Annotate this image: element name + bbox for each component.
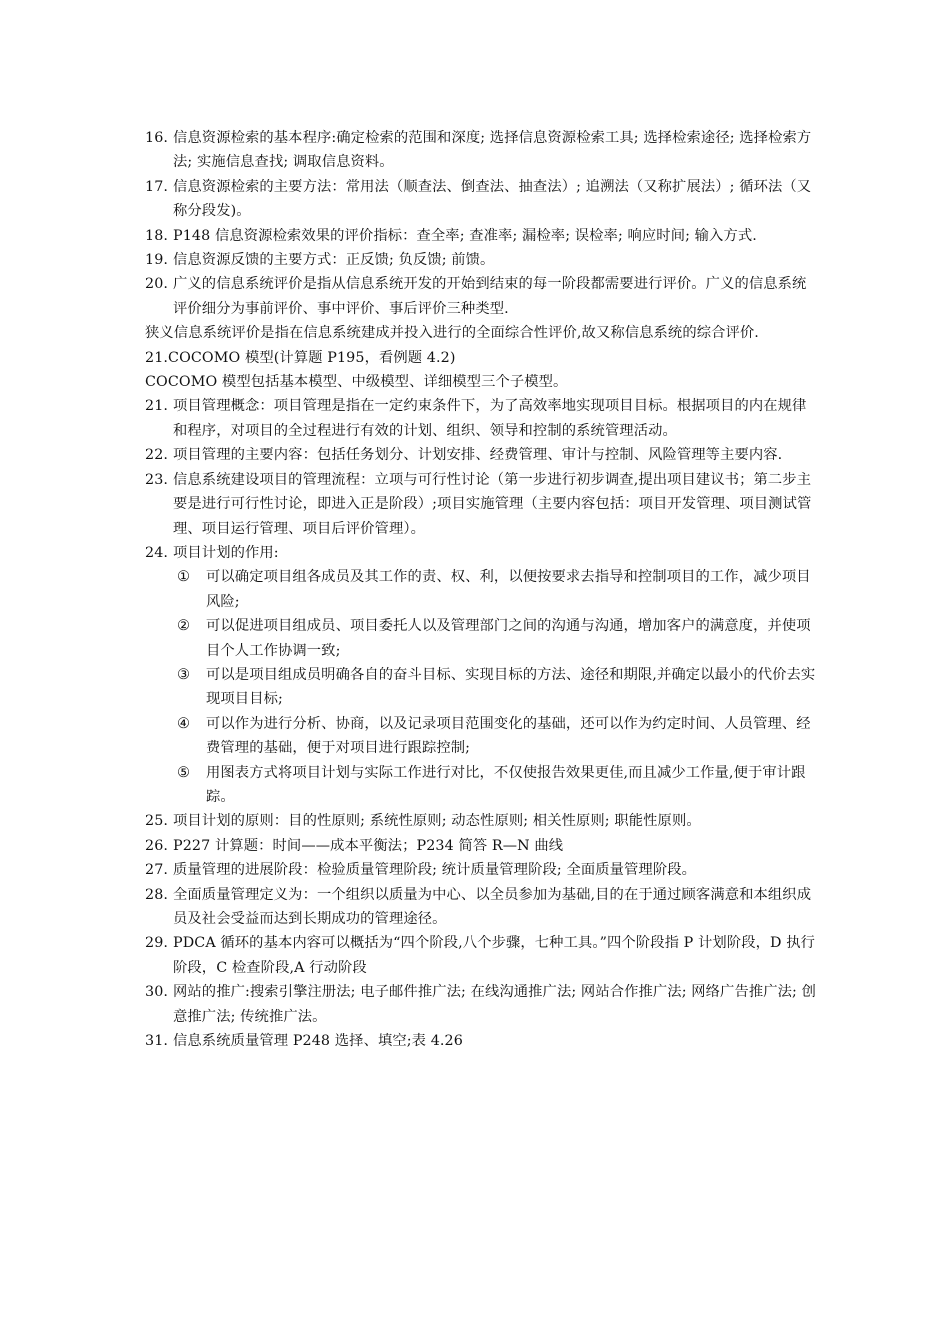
item-number: 22.: [145, 447, 169, 464]
item-text: 质量管理的进展阶段：检验质量管理阶段; 统计质量管理阶段; 全面质量管理阶段。: [173, 862, 697, 879]
item-number: 18.: [145, 227, 169, 244]
list-item: [145, 175, 817, 224]
circled-number: ③: [177, 666, 190, 683]
item-number: 25.: [145, 813, 169, 830]
list-item: [145, 126, 817, 175]
item-text: 信息系统质量管理 P248 选择、填空;表 4.26: [173, 1033, 463, 1050]
sub-item-text: 可以作为进行分析、协商，以及记录项目范围变化的基础，还可以作为约定时间、人员管理、经费管理的基础，便于对项目进行跟踪控制;: [206, 715, 811, 757]
paragraph-cocomo-title: 21.COCOMO 模型(计算题 P195，看例题 4.2): [145, 349, 456, 366]
item-number: 16.: [145, 130, 169, 146]
item-text: PDCA 循环的基本内容可以概括为“四个阶段,八个步骤，七种工具。”四个阶段指 P 计划阶段，D 执行阶段，C 检查阶段,A 行动阶段: [173, 935, 815, 976]
list-item: [145, 443, 817, 467]
item-number: 29.: [145, 935, 169, 952]
document-page: [145, 126, 817, 1053]
list-item: [145, 248, 817, 272]
item-number: 28.: [145, 886, 169, 903]
list-item: [145, 858, 817, 882]
sub-list-item: [177, 614, 817, 663]
list-item: [145, 541, 817, 565]
list-item: [145, 883, 817, 932]
list-item: [145, 224, 817, 248]
sub-item-text: 可以是项目组成员明确各自的奋斗目标、实现目标的方法、途径和期限,并确定以最小的代价去实现项目目标;: [206, 666, 816, 708]
item-text: P227 计算题：时间——成本平衡法；P234 简答 R—N 曲线: [173, 837, 564, 854]
item-text: 信息资源检索的主要方法：常用法（顺查法、倒查法、抽查法）; 追溯法（又称扩展法）; 循环法（又称分段发)。: [173, 178, 812, 220]
list-item: [145, 1029, 817, 1053]
numbered-list: [145, 809, 817, 1053]
item-number: 24.: [145, 544, 169, 561]
item-number: 19.: [145, 252, 169, 269]
item-text: 广义的信息系统评价是指从信息系统开发的开始到结束的每一阶段都需要进行评价。广义的信息系统评价细分为事前评价、事中评价、事后评价三种类型.: [173, 276, 807, 317]
sub-list-item: [177, 663, 817, 712]
numbered-list: [145, 394, 817, 565]
numbered-list: [145, 126, 817, 321]
circled-number: ②: [177, 618, 190, 635]
item-text: 信息资源检索的基本程序:确定检索的范围和深度; 选择信息资源检索工具; 选择检索途径; 选择检索方法; 实施信息查找; 调取信息资料。: [173, 130, 812, 171]
item-number: 30.: [145, 984, 169, 1001]
item-text: 项目管理概念：项目管理是指在一定约束条件下，为了高效率地实现项目目标。根据项目的内在规律和程序，对项目的全过程进行有效的计划、组织、领导和控制的系统管理活动。: [173, 398, 807, 439]
sub-item-text: 可以促进项目组成员、项目委托人以及管理部门之间的沟通与沟通，增加客户的满意度，并使项目个人工作协调一致;: [206, 618, 811, 659]
item-text: 全面质量管理定义为：一个组织以质量为中心、以全员参加为基础,目的在于通过顾客满意和本组织成员及社会受益而达到长期成功的管理途径。: [173, 886, 812, 927]
paragraph-cocomo-body: COCOMO 模型包括基本模型、中级模型、详细模型三个子模型。: [145, 374, 568, 391]
list-item: [145, 468, 817, 541]
sub-item-text: 用图表方式将项目计划与实际工作进行对比，不仅使报告效果更佳,而且减少工作量,便于审计跟踪。: [206, 764, 806, 805]
sub-list-item: [177, 712, 817, 761]
item-number: 21.: [145, 398, 169, 415]
list-item: [145, 272, 817, 321]
item-text: 网站的推广:搜索引擎注册法; 电子邮件推广法; 在线沟通推广法; 网站合作推广法; 网络广告推广法; 创意推广法; 传统推广法。: [173, 984, 816, 1025]
list-item: [145, 834, 817, 858]
item-text: 项目计划的作用:: [173, 544, 279, 561]
circled-number: ⑤: [177, 764, 190, 781]
item-number: 27.: [145, 862, 169, 879]
circled-number: ①: [177, 569, 190, 586]
item-text: 信息资源反馈的主要方式：正反馈; 负反馈; 前馈。: [173, 252, 495, 269]
item-text: 项目计划的原则：目的性原则; 系统性原则; 动态性原则; 相关性原则; 职能性原则。: [173, 813, 701, 830]
list-item: [145, 980, 817, 1029]
item-text: 信息系统建设项目的管理流程：立项与可行性讨论（第一步进行初步调查,提出项目建议书；第二步主要是进行可行性讨论，即进入正是阶段）;项目实施管理（主要内容包括：项目开发管理、项目测试管理、项目运行管理、项目后评价管理）。: [173, 471, 812, 537]
list-item: [145, 394, 817, 443]
circled-number: ④: [177, 715, 190, 732]
item-number: 20.: [145, 276, 169, 293]
item-number: 26.: [145, 837, 169, 854]
sub-list: [145, 565, 817, 809]
paragraph-narrow-evaluation: 狭义信息系统评价是指在信息系统建成并投入进行的全面综合性评价,故又称信息系统的综合评价.: [145, 325, 759, 342]
item-number: 17.: [145, 178, 169, 195]
item-number: 23.: [145, 471, 169, 488]
list-item: [145, 931, 817, 980]
list-item: [145, 809, 817, 833]
sub-item-text: 可以确定项目组各成员及其工作的责、权、利，以便按要求去指导和控制项目的工作，减少项目风险;: [206, 569, 811, 610]
sub-list-item: [177, 565, 817, 614]
item-number: 31.: [145, 1033, 169, 1050]
sub-list-item: [177, 761, 817, 810]
item-text: 项目管理的主要内容：包括任务划分、计划安排、经费管理、审计与控制、风险管理等主要内容.: [173, 447, 783, 464]
item-text: P148 信息资源检索效果的评价指标：查全率; 查准率; 漏检率; 误检率; 响应时间; 输入方式.: [173, 227, 757, 244]
